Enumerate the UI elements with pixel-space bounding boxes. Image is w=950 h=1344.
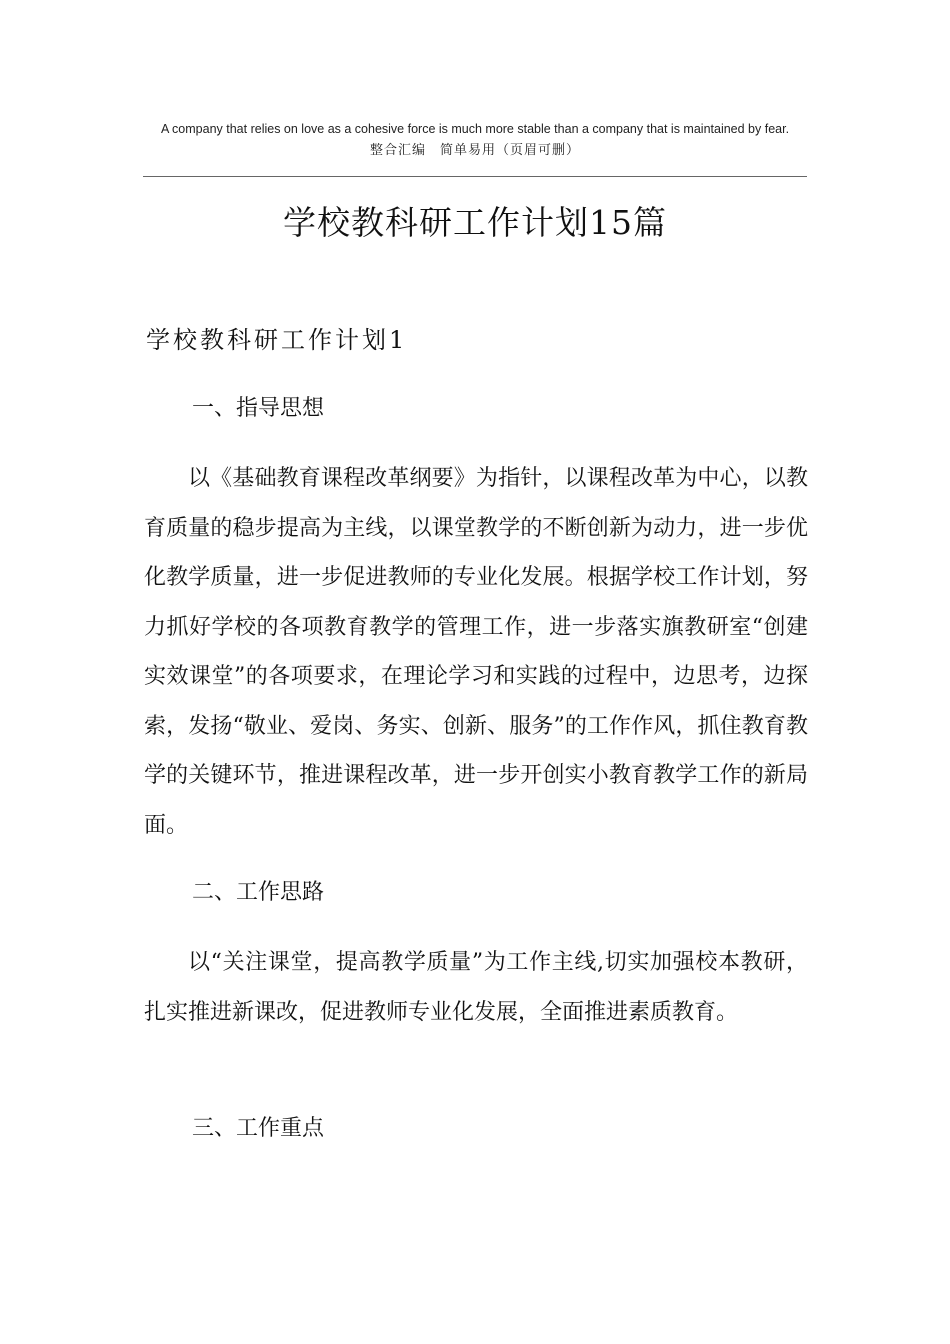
header-divider: [143, 176, 807, 177]
header-quote: A company that relies on love as a cohesive force is much more stable than a company that is maintained by fear.: [160, 122, 790, 136]
page-header: [143, 118, 807, 162]
section-heading-guiding-ideology: 一、指导思想: [192, 396, 325, 421]
document-title: 学校教科研工作计划15篇: [283, 203, 667, 242]
section-heading-work-focus: 三、工作重点: [192, 1116, 325, 1141]
section-heading-work-approach: 二、工作思路: [192, 880, 325, 905]
section-paragraph-work-approach: 以“关注课堂，提高教学质量”为工作主线,切实加强校本教研，扎实推进新课改，促进教师专业化发展，全面推进素质教育。: [144, 950, 808, 1025]
section-paragraph-guiding-ideology: 以《基础教育课程改革纲要》为指针，以课程改革为中心，以教育质量的稳步提高为主线，以课堂教学的不断创新为动力，进一步优化教学质量，进一步促进教师的专业化发展。根据学校工作计划，努力抓好学校的各项教育教学的管理工作，进一步落实旗教研室“创建实效课堂”的各项要求，在理论学习和实践的过程中，边思考，边探索，发扬“敬业、爱岗、务实、创新、服务”的工作作风，抓住教育教学的关键环节，推进课程改革，进一步开创实小教育教学工作的新局面。: [144, 466, 808, 838]
plan-subtitle: 学校教科研工作计划1: [146, 326, 408, 354]
header-subtitle: 整合汇编 简单易用（页眉可删）: [369, 143, 580, 158]
